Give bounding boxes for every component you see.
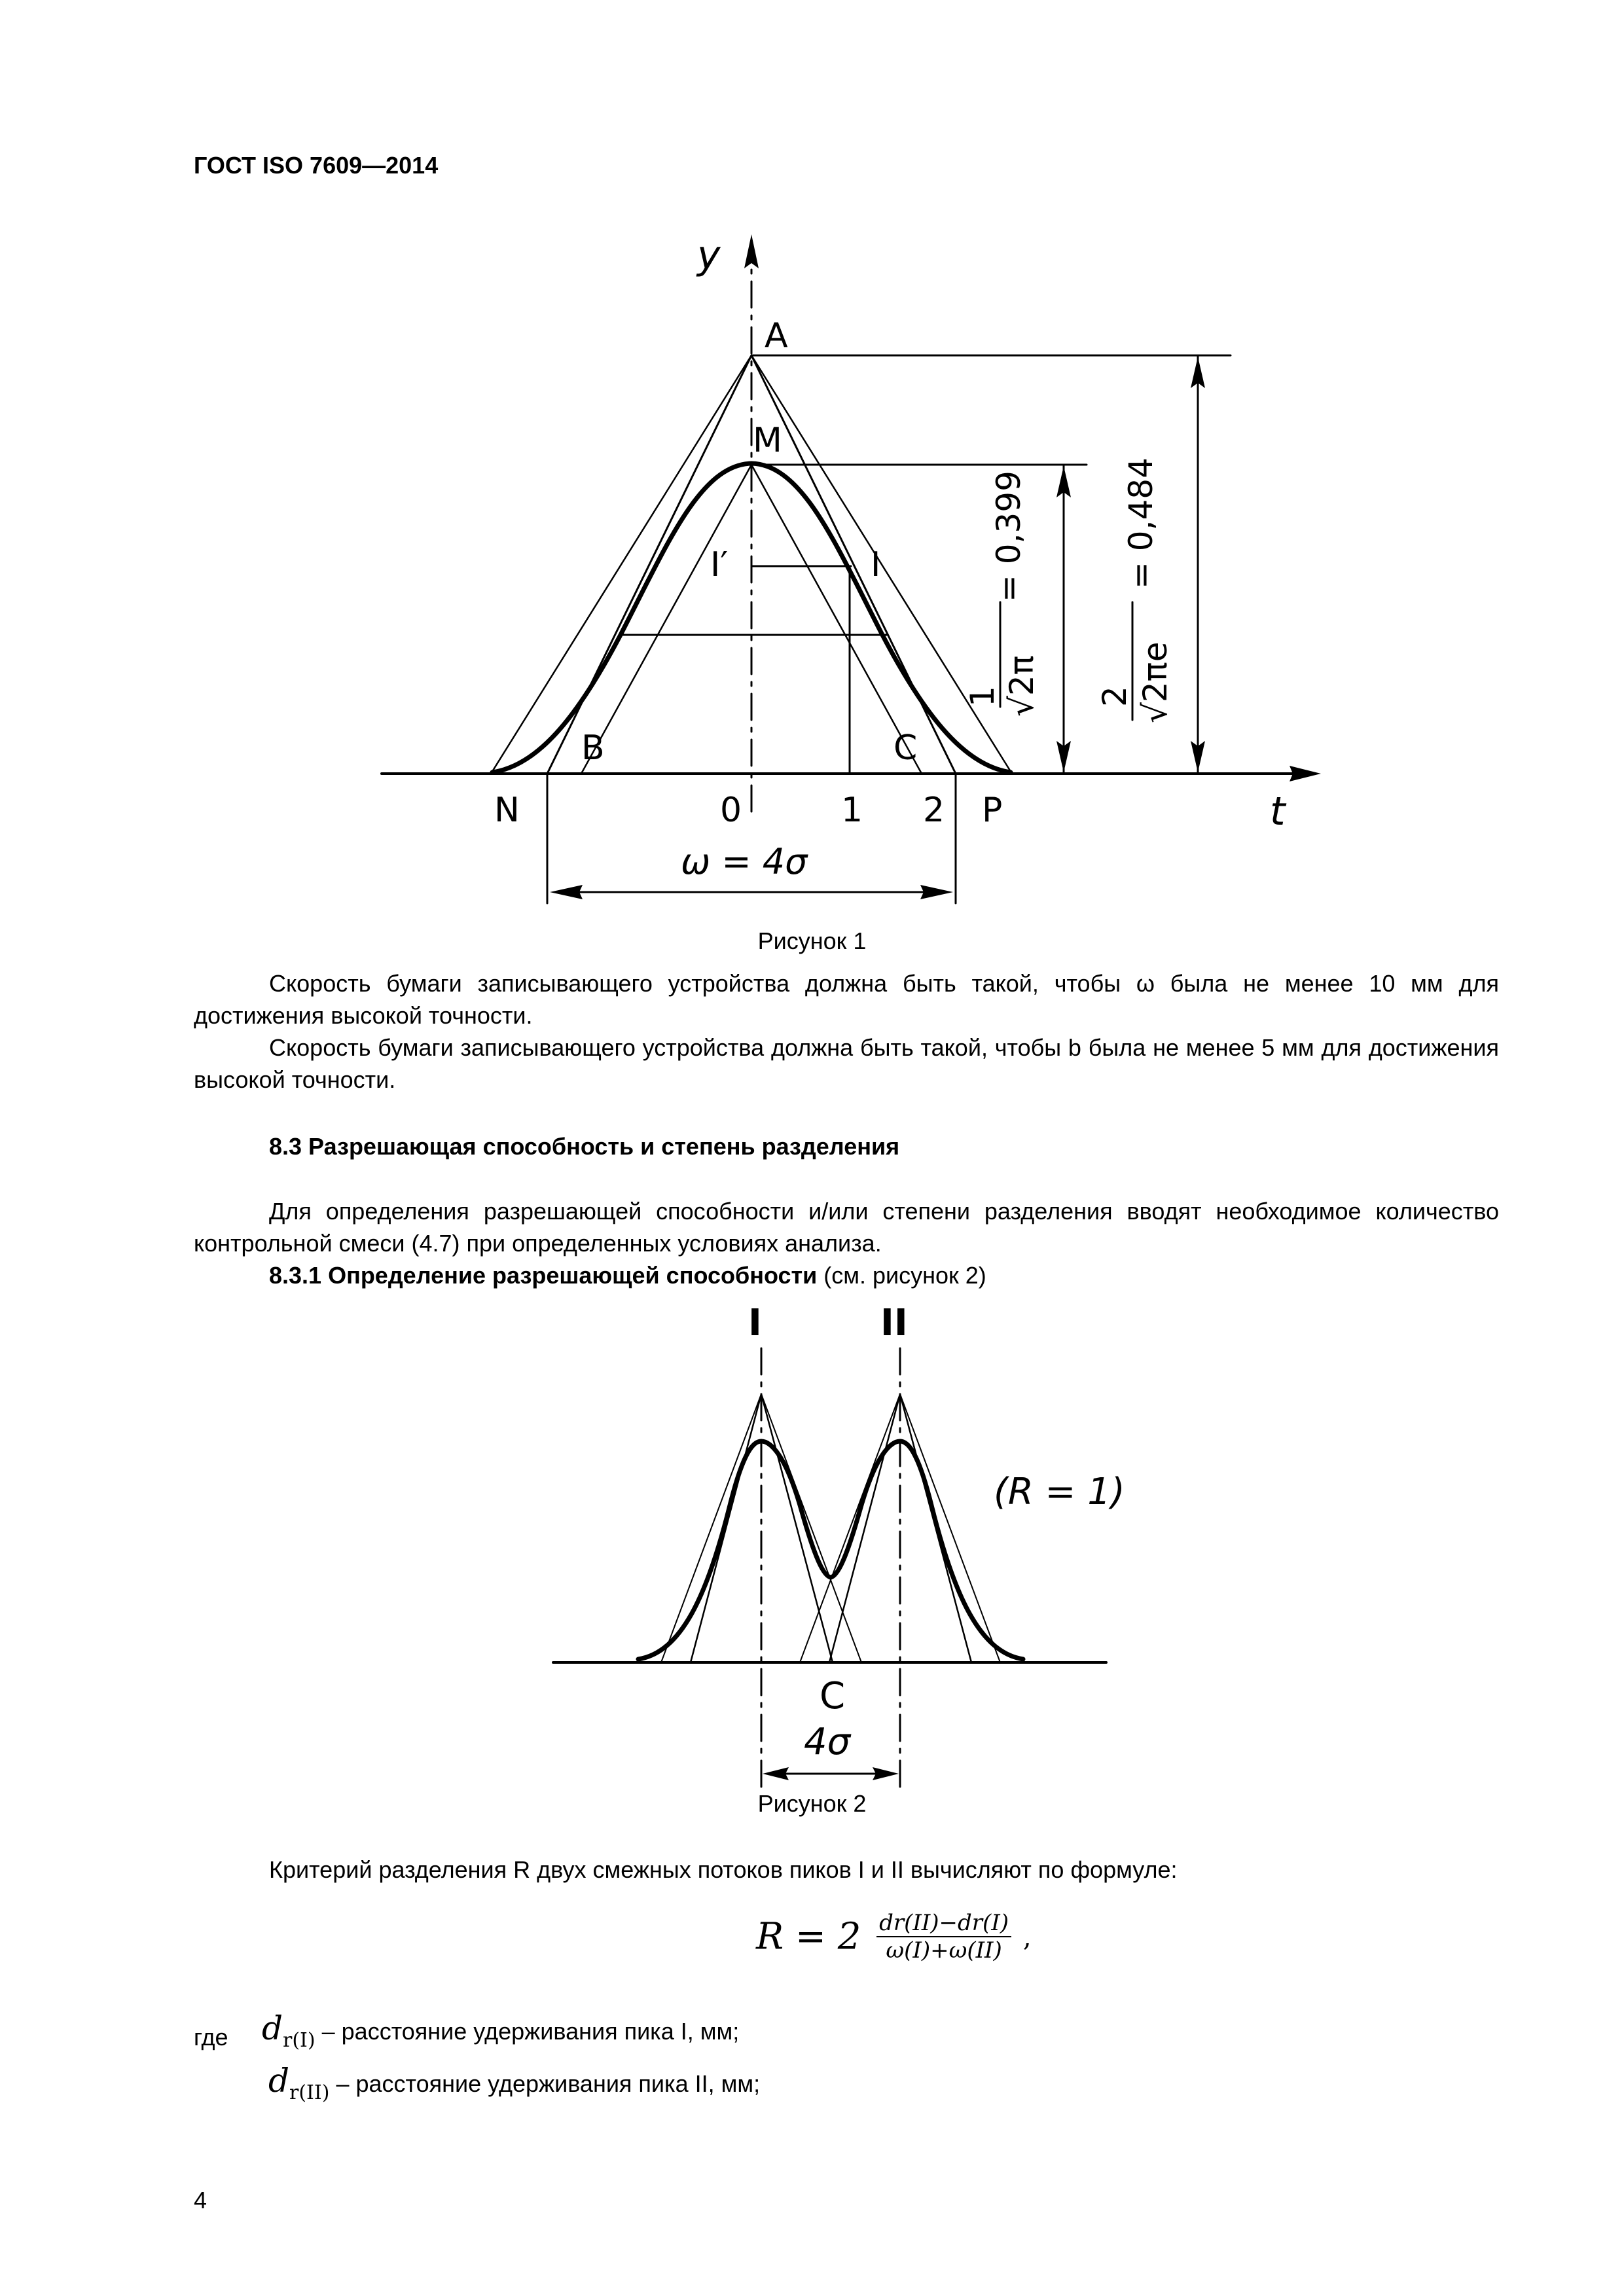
label-i: I bbox=[871, 545, 881, 584]
subsection-ref: (см. рисунок 2) bbox=[817, 1262, 986, 1289]
symbol-d: d bbox=[262, 2009, 283, 2047]
four-sigma-label: 4σ bbox=[804, 1721, 851, 1763]
definition-text: – расстояние удерживания пика I, мм; bbox=[315, 2018, 740, 2045]
label-c: C bbox=[893, 728, 918, 768]
r-equals-label: (R = 1) bbox=[994, 1471, 1125, 1513]
formula-comma: , bbox=[1022, 1922, 1032, 1953]
label-b: B bbox=[581, 728, 605, 768]
y-axis-arrow bbox=[744, 234, 759, 268]
symbol-d: d bbox=[268, 2062, 290, 2100]
page-number: 4 bbox=[194, 2187, 208, 2214]
label-n: N bbox=[494, 791, 520, 830]
peak-ii-label: II bbox=[880, 1302, 908, 1344]
tick-2: 2 bbox=[923, 791, 945, 830]
dim2-numerator: 2 bbox=[1096, 686, 1134, 707]
paragraph-criterion: Критерий разделения R двух смежных потоков пиков I и II вычисляют по формуле: bbox=[269, 1856, 1178, 1883]
label-i-prime: I′ bbox=[710, 545, 729, 584]
definition-dr2 bbox=[268, 2062, 760, 2104]
t-axis-label: t bbox=[1270, 789, 1286, 834]
dim1-value: = 0,399 bbox=[990, 471, 1028, 602]
symbol-subscript: r(I) bbox=[283, 2029, 316, 2052]
resolution-formula bbox=[756, 1910, 1032, 1964]
formula-lhs: R = 2 bbox=[756, 1915, 861, 1958]
point-c-label: C bbox=[820, 1675, 846, 1717]
label-p: P bbox=[982, 791, 1003, 830]
figure-2 bbox=[0, 1296, 1624, 1793]
tick-1: 1 bbox=[841, 791, 863, 830]
formula-denominator: ω(I)+ω(II) bbox=[886, 1937, 1002, 1964]
paragraph-omega-speed: Скорость бумаги записывающего устройства должна быть такой, чтобы ω была не менее 10 мм для достижения высокой точности. bbox=[194, 970, 1499, 1029]
figure-1-caption: Рисунок 1 bbox=[757, 927, 867, 954]
where-label: где bbox=[194, 2024, 228, 2051]
subsection-title: 8.3.1 Определение разрешающей способности bbox=[269, 1262, 818, 1289]
tick-0: 0 bbox=[720, 791, 742, 830]
peak-i-label: I bbox=[748, 1302, 762, 1344]
figure-2-caption: Рисунок 2 bbox=[757, 1790, 867, 1817]
figure-1 bbox=[0, 0, 1624, 929]
label-a: A bbox=[765, 316, 788, 355]
paragraph-b-speed: Скорость бумаги записывающего устройства должна быть такой, чтобы b была не менее 5 мм для достижения высокой точности. bbox=[194, 1034, 1499, 1093]
section-heading: 8.3 Разрешающая способность и степень разделения bbox=[269, 1133, 900, 1160]
formula-fraction bbox=[876, 1910, 1011, 1964]
dim1-denominator: √2π bbox=[1003, 655, 1041, 717]
dim2-denominator: √2πe bbox=[1136, 641, 1174, 723]
dim2-value: = 0,484 bbox=[1122, 457, 1160, 589]
dim1-numerator: 1 bbox=[964, 686, 1001, 707]
omega-label: ω = 4σ bbox=[681, 841, 808, 882]
paragraph-resolution: Для определения разрешающей способности и/или степени разделения вводят необходимое количество контрольной смеси (4.7) при определенных условиях анализа. bbox=[194, 1198, 1499, 1257]
formula-numerator: dr(II)−dr(I) bbox=[876, 1910, 1011, 1937]
document-header: ГОСТ ISO 7609—2014 bbox=[194, 152, 439, 179]
y-axis-label: y bbox=[697, 232, 721, 278]
t-axis-arrow bbox=[1290, 766, 1321, 781]
subsection-heading bbox=[194, 1259, 1499, 1291]
definition-dr1 bbox=[262, 2009, 739, 2052]
symbol-subscript: r(II) bbox=[289, 2081, 330, 2104]
label-m: M bbox=[753, 421, 782, 460]
definition-text: – расстояние удерживания пика II, мм; bbox=[329, 2070, 761, 2097]
